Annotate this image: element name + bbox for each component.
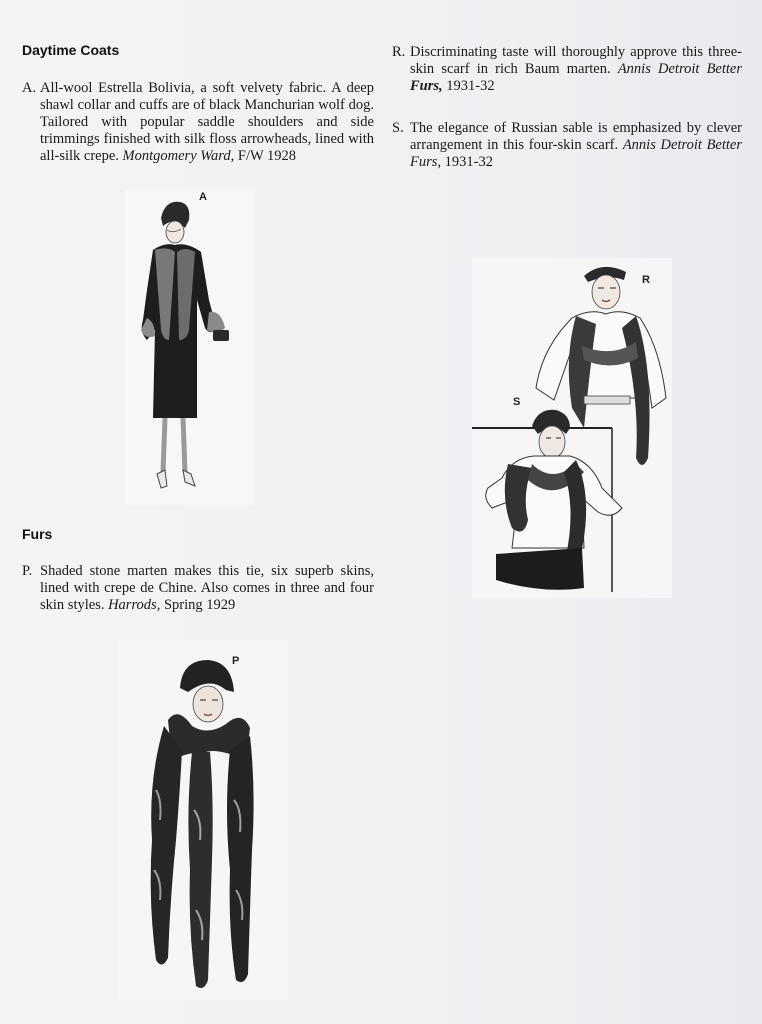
entry-body: [410, 120, 742, 171]
entry-s: [392, 120, 742, 171]
entry-date: 1931-32: [442, 78, 495, 94]
entry-description: Discriminating taste will thoroughly approve this three-skin scarf in rich Baum marten.: [410, 44, 742, 77]
figure-label-a: A: [199, 191, 207, 203]
illustration-fur-scarves: [472, 258, 672, 598]
entry-letter: S.: [392, 120, 404, 136]
entry-p: [22, 563, 374, 614]
illustration-coat: [125, 190, 255, 505]
entry-source: Annis Detroit Better Furs,: [410, 61, 742, 94]
section-heading-daytime-coats: Daytime Coats: [22, 42, 120, 58]
entry-description: Shaded stone marten makes this tie, six superb skins, lined with crepe de Chine. Also comes in three and four skin styles.: [40, 563, 374, 613]
figure-label-r: R: [642, 274, 650, 286]
entry-date: F/W 1928: [234, 148, 297, 164]
entry-a: [22, 80, 374, 165]
entry-description: All-wool Estrella Bolivia, a soft velvety fabric. A deep shawl collar and cuffs are of black Manchurian wolf dog. Tailored with popular saddle shoulders and side trimmings finished with silk floss arrowheads, lined with all-silk crepe.: [40, 80, 374, 164]
entry-body: [40, 563, 374, 614]
entry-source: Annis Detroit Better Furs,: [410, 137, 742, 170]
section-heading-furs: Furs: [22, 526, 53, 542]
illustration-fur-tie: [118, 640, 288, 1000]
figure-label-p: P: [232, 655, 240, 667]
entry-description: The elegance of Russian sable is emphasized by clever arrangement in this four-skin scarf.: [410, 120, 742, 153]
entry-date: Spring 1929: [160, 597, 236, 613]
figure-label-s: S: [513, 396, 521, 408]
entry-source: Harrods,: [108, 597, 161, 613]
entry-date: 1931-32: [441, 154, 493, 170]
entry-letter: R.: [392, 44, 406, 60]
entry-letter: P.: [22, 563, 33, 579]
entry-letter: A.: [22, 80, 37, 96]
entry-r: [392, 44, 742, 95]
entry-body: [410, 44, 742, 95]
entry-body: [40, 80, 374, 165]
entry-source: Montgomery Ward,: [122, 148, 235, 164]
